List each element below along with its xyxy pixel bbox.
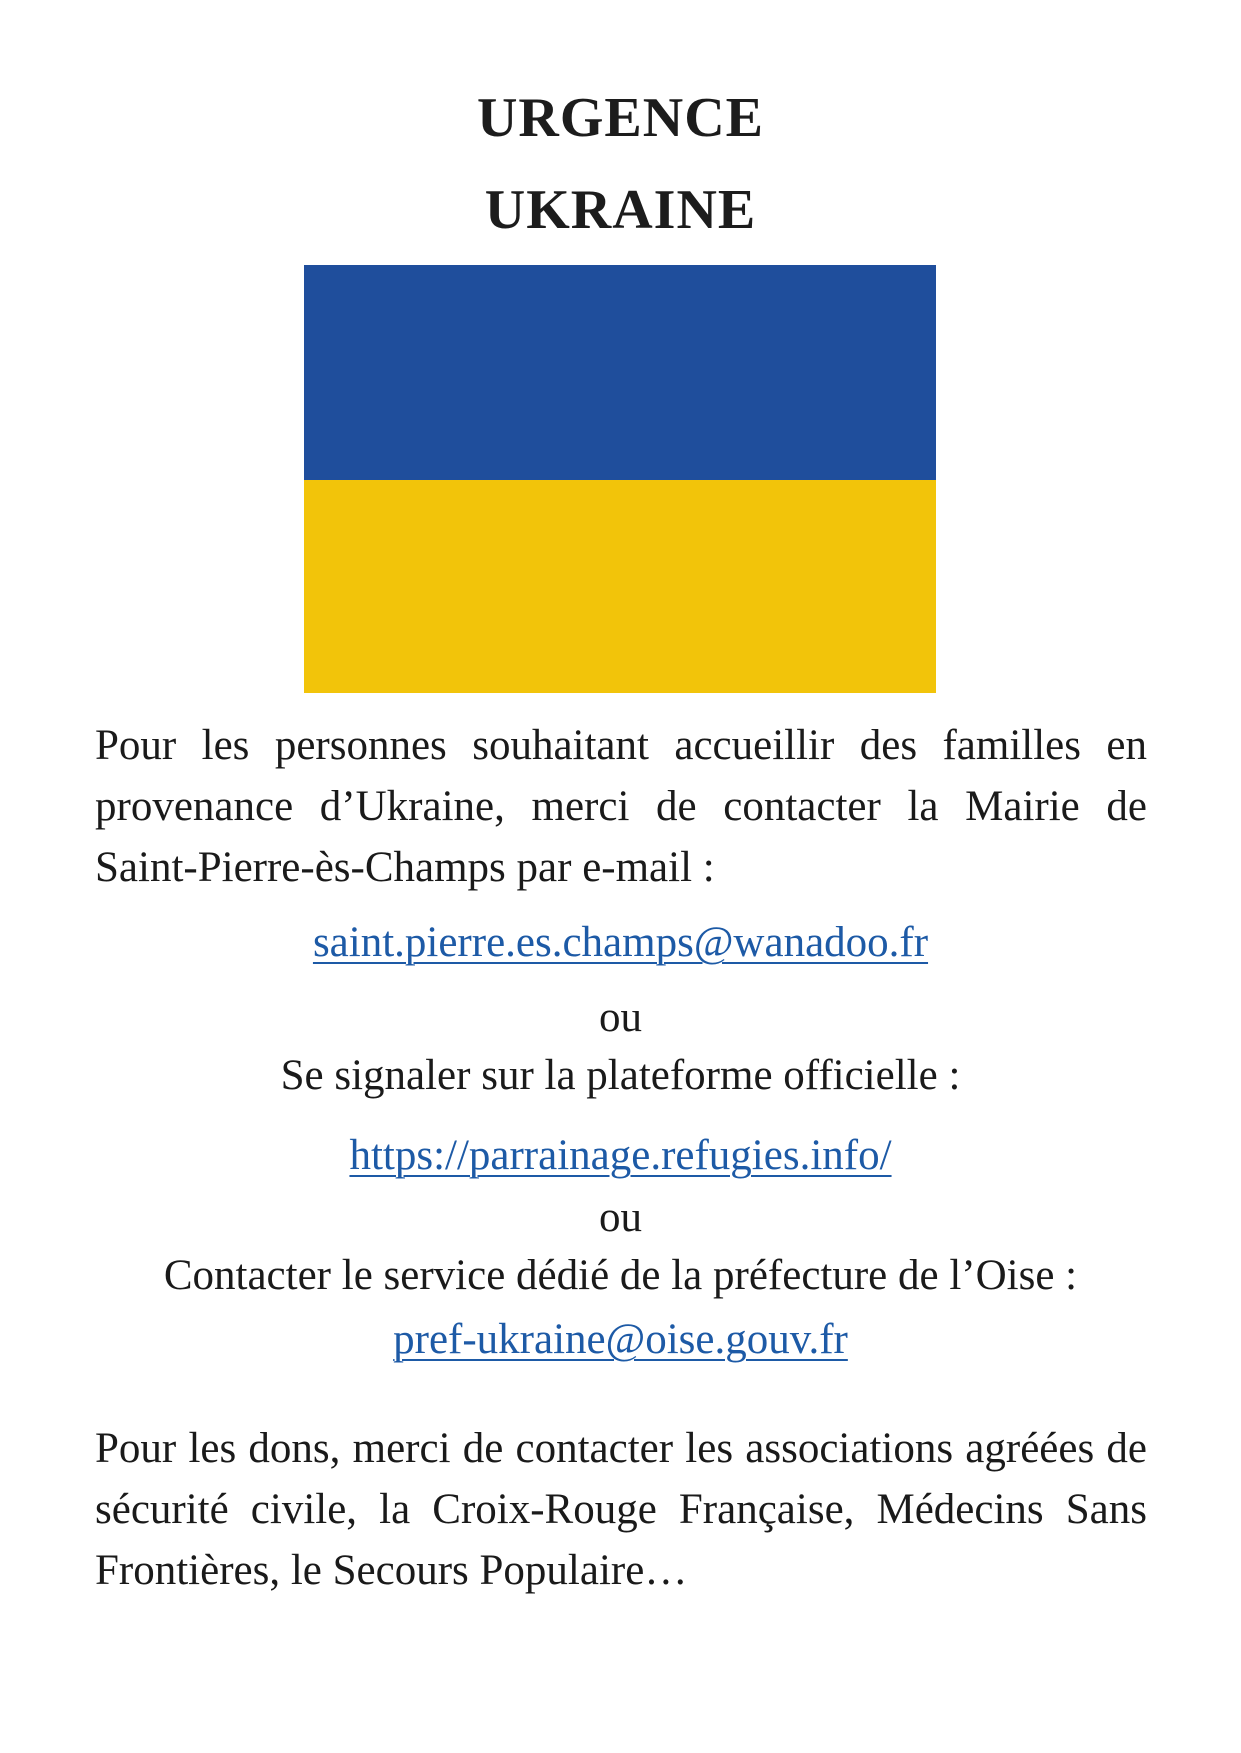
flag-blue-stripe — [304, 265, 936, 480]
prefecture-email-link[interactable]: pref-ukraine@oise.gouv.fr — [393, 1316, 848, 1363]
mairie-email-link[interactable]: saint.pierre.es.champs@wanadoo.fr — [312, 919, 929, 966]
or-separator-1: ou — [599, 994, 642, 1041]
page-title-line-1: URGENCE — [476, 87, 765, 149]
prefecture-instruction: Contacter le service dédié de la préfecture de l’Oise : — [163, 1252, 1078, 1299]
mairie-email-row — [0, 915, 1241, 971]
host-families-paragraph: Pour les personnes souhaitant accueillir des familles en provenance d’Ukraine, merci de contacter la Mairie de Saint-Pierre-ès-Champs par e-mail : — [95, 722, 1147, 891]
prefecture-email-row — [0, 1312, 1241, 1368]
donations-paragraph: Pour les dons, merci de contacter les associations agréées de sécurité civile, la Croix-Rouge Française, Médecins Sans Frontières, le Secours Populaire… — [95, 1425, 1147, 1594]
platform-instruction: Se signaler sur la plateforme officielle : — [280, 1052, 961, 1099]
flag-yellow-stripe — [304, 480, 936, 693]
ukraine-flag-image — [304, 265, 936, 693]
or-separator-2: ou — [599, 1194, 642, 1241]
page-title-line-2: UKRAINE — [484, 179, 757, 241]
platform-url-link[interactable]: https://parrainage.refugies.info/ — [349, 1132, 892, 1179]
platform-url-row — [0, 1128, 1241, 1184]
